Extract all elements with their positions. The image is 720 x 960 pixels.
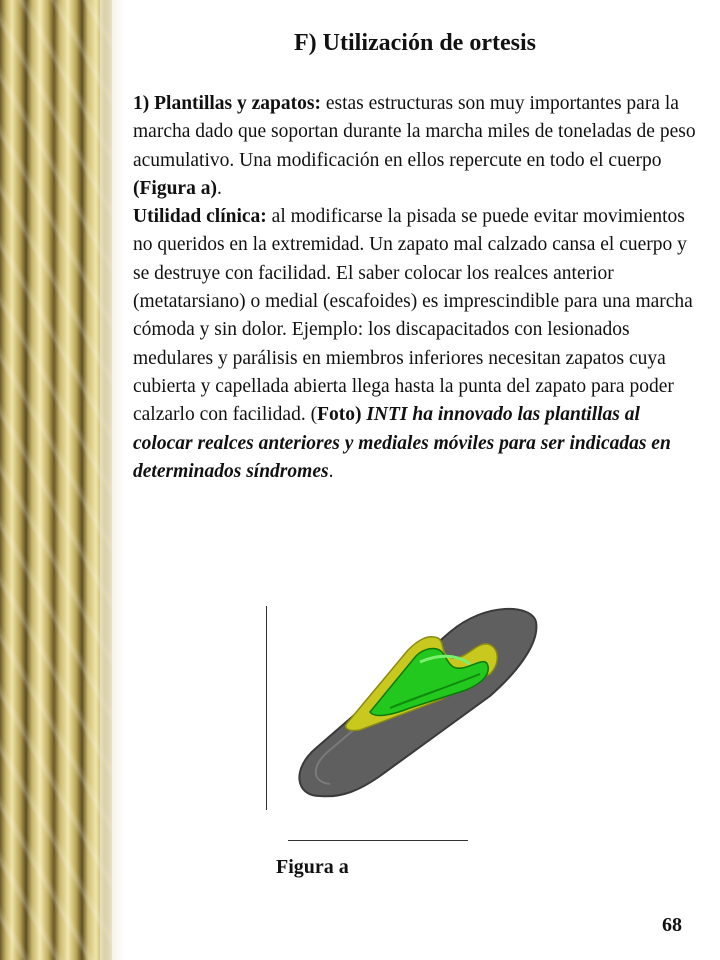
- utilidad-text: al modificarse la pisada se puede evitar movimientos no queridos en la extremidad. Un zapato mal calzado cansa el cuerpo y se destruye con facilidad. El saber colocar los realces anterior (metatarsiano) o medial (escafoides) es imprescindible para una marcha cómoda y sin dolor. Ejemplo: los discapacitados con lesionados medulares y parálisis en miembros inferiores necesitan zapatos cuya cubierta y capellada abierta llega hasta la punta del zapato para poder calzarlo con facilidad. (: [133, 206, 693, 426]
- figure-reference: (Figura a): [133, 177, 217, 199]
- plantillas-text: estas estructuras son muy importantes para la marcha dado que soportan durante la marcha miles de toneladas de peso acumulativo. Una modificación en ellos repercute en todo el cuerpo: [133, 93, 696, 171]
- inti-statement: INTI ha innovado las plantillas al colocar realces anteriores y mediales móviles para ser indicadas en determinados síndromes: [133, 404, 671, 482]
- plantillas-text-end: .: [216, 177, 222, 199]
- utilidad-text-end: .: [328, 460, 334, 482]
- section-heading-utilidad: Utilidad clínica:: [133, 206, 267, 228]
- body-text: [133, 90, 703, 486]
- paragraph-plantillas: [133, 90, 703, 203]
- border-fade: [100, 0, 124, 960]
- figure-caption: Figura a: [276, 856, 349, 878]
- page-number: 68: [662, 914, 682, 936]
- figure-vertical-rule: [266, 606, 267, 810]
- page-title: F) Utilización de ortesis: [294, 30, 536, 56]
- section-heading-plantillas: 1) Plantillas y zapatos:: [133, 93, 321, 114]
- paragraph-utilidad: [133, 203, 703, 486]
- foto-reference: Foto): [317, 404, 362, 426]
- caption-rule: [288, 840, 468, 841]
- decorative-gold-border: [0, 0, 112, 960]
- insole-figure: [290, 604, 540, 804]
